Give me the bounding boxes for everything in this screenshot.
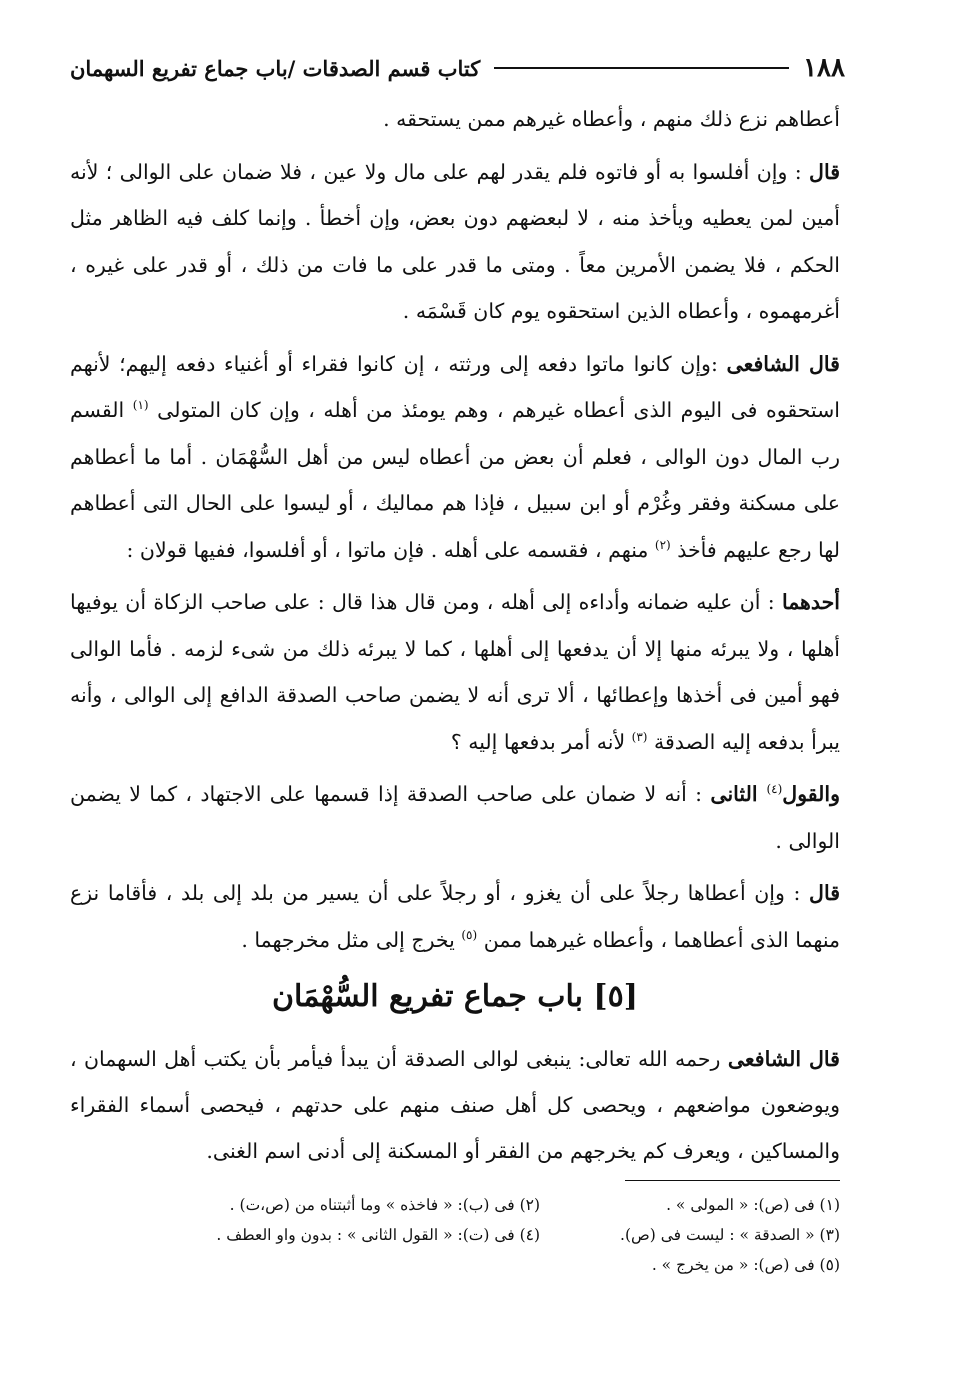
chapter-paragraph <box>70 1036 840 1174</box>
chapter-body <box>70 1036 840 1174</box>
speaker-label: قال الشافعى <box>726 351 840 376</box>
footnote-divider <box>625 1180 840 1181</box>
speaker-label: قال الشافعى <box>727 1047 840 1071</box>
footnotes <box>120 1190 840 1280</box>
paragraph-1 <box>70 96 840 143</box>
footnote: (٤) فى (ت): « القول الثانى » : بدون واو العطف . <box>216 1226 541 1244</box>
paragraph-text: يخرج إلى مثل مخرجهما . <box>241 927 462 952</box>
footnotes-left-column <box>216 1190 540 1280</box>
footnote: (٢) فى (ب): « فاخذه » وما أثبتناه من (ص،ت) . <box>229 1196 541 1214</box>
speaker-label: أحدهما <box>781 590 840 614</box>
paragraph-text: : وإن أعطاها رجلاً على أن يغزو ، أو رجلاً على أن يسير من بلد إلى بلد ، فأقاما نزع منهما الذى أعطاهما ، وأعطاه غيرهما ممن <box>70 881 840 952</box>
running-title: كتاب قسم الصدقات /باب جماع تفريع السهمان <box>70 55 481 81</box>
paragraph-text: أعطاهم نزع ذلك منهم ، وأعطاه غيرهم ممن يستحقه . <box>383 107 840 131</box>
paragraph-text: القسم رب المال دون الوالى ، فعلم أن بعض من أعطاه ليس من أهل السُّهْمَان . أما ما أعطاهم على مسكنة وفقر وغُرْم أو ابن سبيل ، فإذا هم مماليك ، أو ليسوا على الحال التى أعطاهم لها رجع عليهم فأخذ <box>70 398 840 562</box>
paragraph-text: : أن عليه ضمانه وأداءه إلى أهله ، ومن قال هذا قال : على صاحب الزكاة أن يوفيها أهلها ، ولا يبرئه منها إلا أن يدفعها إلى أهلها ، كما لا يبرئه ذلك من شىء لزمه . فأما الوالى فهو أمين فى أخذها وإعطائها ، ألا ترى أنه لا يضمن صاحب الصدقة الدافع إلى الوالى ، وأنه يبرأ بدفعه إليه الصدقة <box>70 590 840 754</box>
paragraph-3 <box>70 341 840 574</box>
paragraph-text: :وإن كانوا ماتوا دفعه إلى ورثته ، إن كانوا فقراء أو أغنياء دفعه إليهم؛ لأنهم استحقوه فى اليوم الذى أعطاه غيرهم ، وهم يومئذ من أهله ، وإن كان المتولى <box>70 351 840 422</box>
paragraph-5 <box>70 771 840 864</box>
footnote-ref-5[interactable]: (٥) <box>461 927 478 942</box>
page-number: ١٨٨ <box>803 53 845 83</box>
paragraph-text: رحمه الله تعالى: ينبغى لوالى الصدقة أن يبدأ فيأمر بأن يكتب أهل السهمان ، ويوضعون مواضعهم ، ويحصى كل أهل صنف منهم على حدتهم ، فيحصى أسماء الفقراء والمساكين ، ويعرف كم يخرجهم من الفقر أو المسكنة إلى أدنى اسم الغنى. <box>70 1047 840 1163</box>
footnote-ref-2[interactable]: (٢) <box>654 537 671 552</box>
paragraph-2 <box>70 149 840 335</box>
paragraph-text: لأنه أمر بدفعها إليه ؟ <box>450 729 632 754</box>
paragraph-text: منهم ، فقسمه على أهله . فإن ماتوا ، أو أفلسوا، ففيها قولان : <box>126 537 655 562</box>
speaker-label: والقول <box>782 782 840 806</box>
footnote: (٣) « الصدقة » : ليست فى (ص). <box>620 1226 840 1244</box>
paragraph-text: : وإن أفلسوا به أو فاتوه فلم يقدر لهم على مال ولا عين ، فلا ضمان على الوالى ؛ لأنه أمين لمن يعطيه ويأخذ منه ، لا لبعضهم دون بعض، وإن أخطأ . وإنما كلف فيه الظاهر مثل الحكم ، فلا يضمن الأمرين معاً . ومتى ما قدر على ما فات من ذلك ، أو قدر على غيره ، أغرمهموه ، وأعطاه الذين استحقوه يوم كان قَسْمَه . <box>70 159 840 323</box>
paragraph-text: : أنه لا ضمان على صاحب الصدقة إذا قسمها على الاجتهاد ، كما لا يضمن الوالى . <box>70 782 840 853</box>
speaker-label: الثانى <box>710 782 767 806</box>
paragraph-4 <box>70 579 840 765</box>
footnote: (٥) فى (ص): « من يخرج » . <box>651 1256 840 1274</box>
speaker-label: قال <box>809 159 840 184</box>
footnote-ref-1[interactable]: (١) <box>132 398 149 413</box>
footnote-ref-3[interactable]: (٣) <box>631 729 648 744</box>
speaker-label: قال <box>809 881 840 905</box>
footnote-ref-4[interactable]: (٤) <box>766 782 783 797</box>
chapter-heading: [٥] باب جماع تفريع السُّهْمَان <box>272 979 638 1014</box>
footnotes-right-column <box>620 1190 840 1280</box>
footnote: (١) فى (ص): « المولى » . <box>666 1196 840 1214</box>
main-text <box>70 96 840 969</box>
header-rule <box>494 67 789 69</box>
running-header <box>70 48 845 88</box>
paragraph-6 <box>70 870 840 963</box>
